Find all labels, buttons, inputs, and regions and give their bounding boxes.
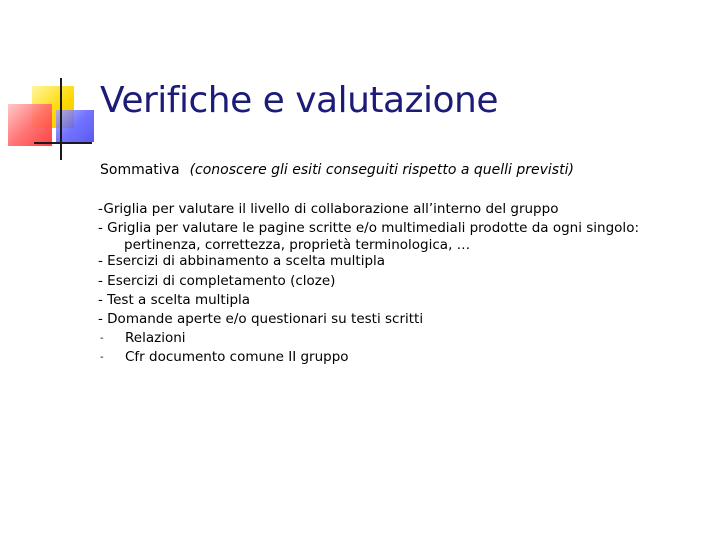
logo-red-square [8, 104, 52, 146]
list-item: - Esercizi di completamento (cloze) [98, 272, 336, 289]
list-dash: - [100, 333, 104, 345]
logo-vertical-line [60, 78, 62, 160]
list-item [98, 348, 639, 367]
list-dash: - [100, 352, 104, 364]
list-item: - Domande aperte e/o questionari su testi scritti [98, 311, 424, 328]
subheading-note: (conoscere gli esiti conseguiti rispetto a quelli previsti) [189, 162, 574, 178]
slide-title: Verifiche e valutazione [100, 80, 498, 121]
subheading-label: Sommativa [100, 162, 180, 178]
list-item-text: Relazioni [125, 330, 186, 347]
list-item: -Griglia per valutare il livello di collaborazione all’interno del gruppo [98, 201, 559, 217]
slide-subheading [100, 162, 574, 178]
list-item-continuation: pertinenza, correttezza, proprietà terminologica, … [124, 237, 471, 254]
list-item [98, 219, 639, 252]
list-item-text: - Griglia per valutare le pagine scritte e/o multimediali prodotte da ogni singolo: [98, 220, 639, 237]
logo-horizontal-line [34, 142, 92, 144]
list-item: - Esercizi di abbinamento a scelta multipla [98, 253, 386, 270]
assessment-list [98, 200, 639, 368]
list-item-text: Cfr documento comune II gruppo [125, 349, 349, 366]
list-item: - Test a scelta multipla [98, 291, 251, 308]
slide-logo-graphic [0, 0, 100, 170]
list-item [98, 329, 639, 348]
